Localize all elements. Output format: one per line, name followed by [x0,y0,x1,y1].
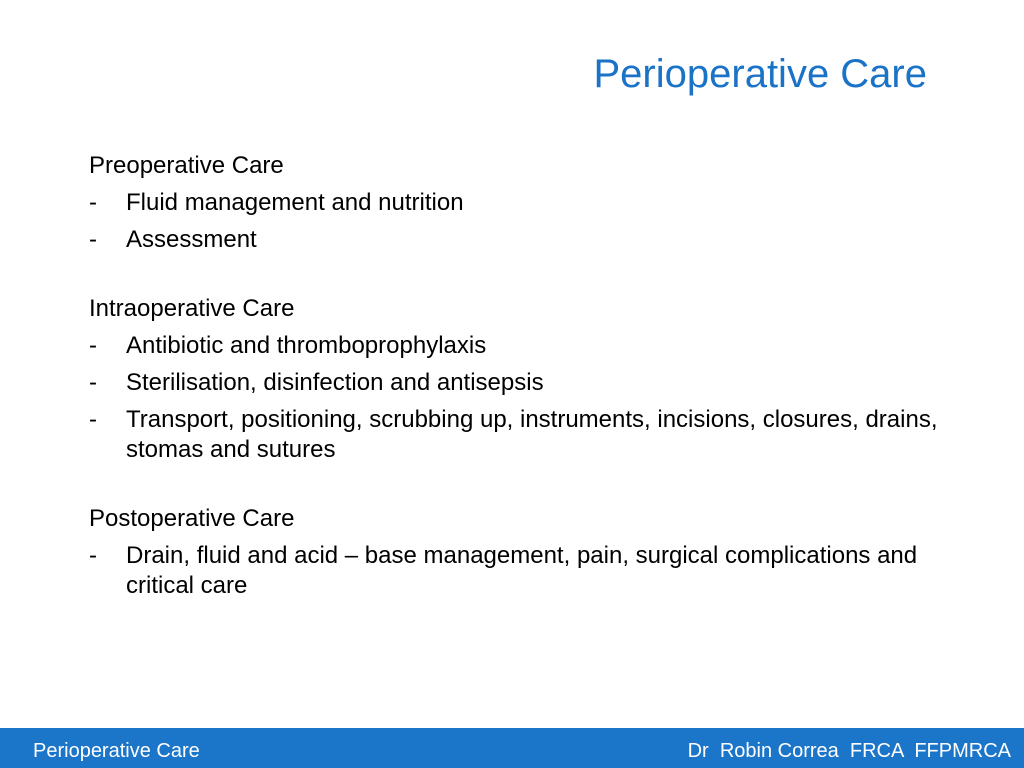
section-heading: Intraoperative Care [89,295,295,322]
section-postoperative [89,504,949,601]
bullet-marker: - [89,369,97,396]
bullet-text: Sterilisation, disinfection and antisepsis [126,369,544,396]
bullet-text: Transport, positioning, scrubbing up, instruments, incisions, closures, drains, stomas and sutures [126,406,938,463]
bullet-item [89,541,949,601]
footer-bar [0,728,1024,768]
bullet-item [89,188,949,218]
section-intraoperative [89,294,949,465]
section-heading: Postoperative Care [89,505,295,532]
bullet-item [89,331,949,361]
slide-title: Perioperative Care [593,52,927,96]
slide-content [89,151,949,640]
bullet-marker: - [89,332,97,359]
bullet-marker: - [89,542,97,569]
bullet-text: Drain, fluid and acid – base management, pain, surgical complications and critical care [126,542,918,599]
section-preoperative [89,151,949,255]
bullet-item [89,225,949,255]
bullet-text: Fluid management and nutrition [126,189,464,216]
bullet-text: Antibiotic and thromboprophylaxis [126,332,487,359]
bullet-item [89,405,949,465]
bullet-item [89,368,949,398]
bullet-marker: - [89,406,97,433]
footer-author: Dr Robin Correa FRCA FFPMRCA [687,740,1011,762]
section-heading: Preoperative Care [89,152,284,179]
bullet-text: Assessment [126,226,257,253]
bullet-marker: - [89,189,97,216]
bullet-marker: - [89,226,97,253]
footer-title: Perioperative Care [33,740,200,762]
